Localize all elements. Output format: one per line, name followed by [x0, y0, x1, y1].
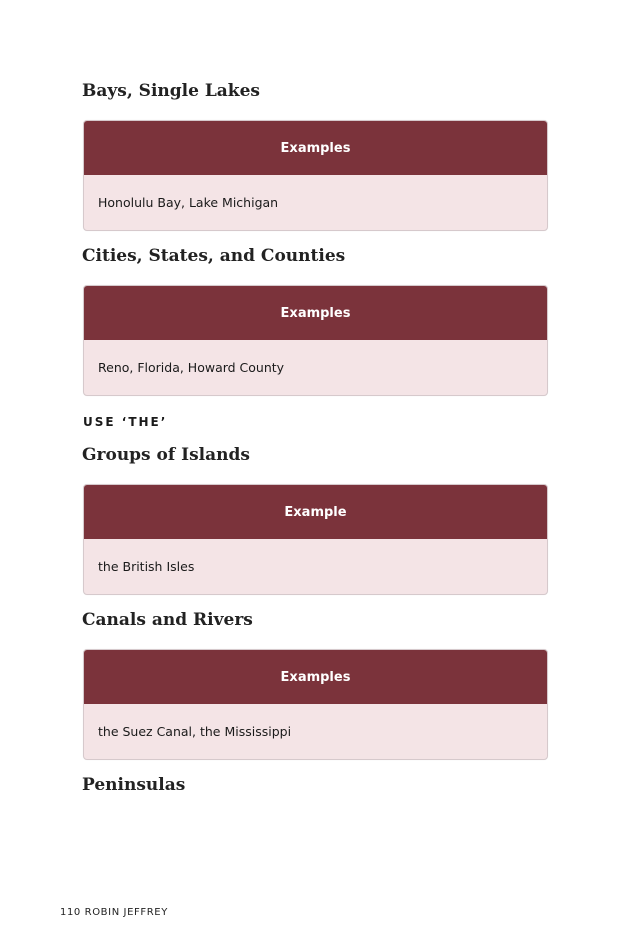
example-box-body: Reno, Florida, Howard County: [98, 360, 285, 375]
example-box-cities: [83, 285, 548, 396]
example-box-bays: [83, 120, 548, 231]
section-heading-peninsulas: Peninsulas: [82, 775, 186, 795]
example-box-body: the Suez Canal, the Mississippi: [98, 724, 292, 739]
section-heading-cities: Cities, States, and Counties: [82, 246, 346, 266]
example-box-body: Honolulu Bay, Lake Michigan: [98, 195, 279, 210]
example-box-header: Examples: [84, 286, 547, 340]
page-footer: 110 ROBIN JEFFREY: [60, 907, 168, 918]
example-box-islands: [83, 484, 548, 595]
example-box-header: Example: [84, 485, 547, 539]
example-box-header: Examples: [84, 650, 547, 704]
section-heading-bays: Bays, Single Lakes: [82, 81, 260, 101]
example-box-header: Examples: [84, 121, 547, 175]
section-heading-canals: Canals and Rivers: [82, 610, 253, 630]
example-box-body: the British Isles: [98, 559, 195, 574]
example-box-canals: [83, 649, 548, 760]
section-heading-islands: Groups of Islands: [82, 445, 250, 465]
subheading-use-the: USE ‘THE’: [83, 415, 168, 429]
